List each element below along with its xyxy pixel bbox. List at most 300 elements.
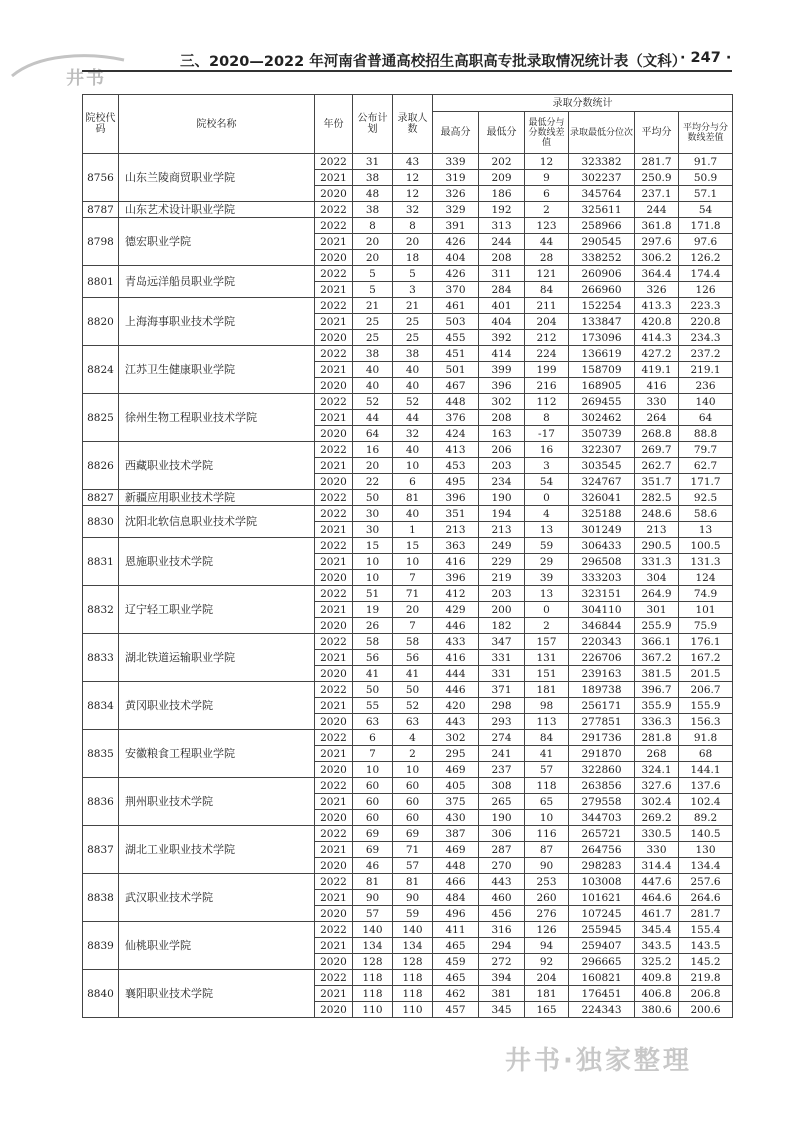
year-cell: 2022 bbox=[315, 442, 353, 458]
min-score-cell: 274 bbox=[479, 730, 525, 746]
avg-cell: 330 bbox=[635, 842, 679, 858]
col-name-header: 院校名称 bbox=[119, 95, 315, 154]
min-score-cell: 202 bbox=[479, 154, 525, 170]
diff-cell: 10 bbox=[525, 810, 569, 826]
min-score-cell: 208 bbox=[479, 250, 525, 266]
rank-cell: 290545 bbox=[569, 234, 635, 250]
admitted-cell: 10 bbox=[393, 554, 433, 570]
min-score-cell: 306 bbox=[479, 826, 525, 842]
admitted-cell: 25 bbox=[393, 314, 433, 330]
plan-cell: 55 bbox=[353, 698, 393, 714]
min-score-cell: 163 bbox=[479, 426, 525, 442]
rank-cell: 160821 bbox=[569, 970, 635, 986]
avg-cell: 367.2 bbox=[635, 650, 679, 666]
avg-diff-cell: 13 bbox=[679, 522, 733, 538]
plan-cell: 48 bbox=[353, 186, 393, 202]
rank-cell: 306433 bbox=[569, 538, 635, 554]
table-row bbox=[83, 826, 733, 842]
admitted-cell: 8 bbox=[393, 218, 433, 234]
avg-diff-cell: 79.7 bbox=[679, 442, 733, 458]
min-score-cell: 241 bbox=[479, 746, 525, 762]
year-cell: 2021 bbox=[315, 698, 353, 714]
admitted-cell: 4 bbox=[393, 730, 433, 746]
diff-cell: 16 bbox=[525, 442, 569, 458]
avg-diff-cell: 126.2 bbox=[679, 250, 733, 266]
max-score-cell: 433 bbox=[433, 634, 479, 650]
plan-cell: 25 bbox=[353, 314, 393, 330]
avg-diff-cell: 75.9 bbox=[679, 618, 733, 634]
rank-cell: 265721 bbox=[569, 826, 635, 842]
logo-text: 井书 bbox=[66, 68, 106, 89]
avg-diff-cell: 237.2 bbox=[679, 346, 733, 362]
diff-cell: 13 bbox=[525, 586, 569, 602]
max-score-cell: 455 bbox=[433, 330, 479, 346]
admitted-cell: 71 bbox=[393, 586, 433, 602]
school-name: 辽宁轻工职业学院 bbox=[119, 586, 315, 634]
diff-cell: 92 bbox=[525, 954, 569, 970]
max-score-cell: 496 bbox=[433, 906, 479, 922]
avg-cell: 355.9 bbox=[635, 698, 679, 714]
max-score-cell: 420 bbox=[433, 698, 479, 714]
plan-cell: 20 bbox=[353, 458, 393, 474]
max-score-cell: 339 bbox=[433, 154, 479, 170]
avg-cell: 314.4 bbox=[635, 858, 679, 874]
avg-cell: 406.8 bbox=[635, 986, 679, 1002]
admitted-cell: 6 bbox=[393, 474, 433, 490]
avg-cell: 343.5 bbox=[635, 938, 679, 954]
avg-diff-cell: 176.1 bbox=[679, 634, 733, 650]
table-row bbox=[83, 490, 733, 506]
avg-cell: 396.7 bbox=[635, 682, 679, 698]
year-cell: 2021 bbox=[315, 602, 353, 618]
avg-cell: 419.1 bbox=[635, 362, 679, 378]
admitted-cell: 52 bbox=[393, 394, 433, 410]
year-cell: 2020 bbox=[315, 378, 353, 394]
admitted-cell: 20 bbox=[393, 602, 433, 618]
plan-cell: 50 bbox=[353, 682, 393, 698]
min-score-cell: 311 bbox=[479, 266, 525, 282]
max-score-cell: 302 bbox=[433, 730, 479, 746]
table-row bbox=[83, 202, 733, 218]
diff-cell: 13 bbox=[525, 522, 569, 538]
max-score-cell: 457 bbox=[433, 1002, 479, 1018]
avg-diff-cell: 200.6 bbox=[679, 1002, 733, 1018]
max-score-cell: 448 bbox=[433, 858, 479, 874]
diff-cell: 41 bbox=[525, 746, 569, 762]
year-cell: 2020 bbox=[315, 474, 353, 490]
plan-cell: 10 bbox=[353, 762, 393, 778]
avg-cell: 351.7 bbox=[635, 474, 679, 490]
plan-cell: 22 bbox=[353, 474, 393, 490]
plan-cell: 60 bbox=[353, 810, 393, 826]
diff-cell: 181 bbox=[525, 682, 569, 698]
avg-diff-cell: 64 bbox=[679, 410, 733, 426]
year-cell: 2022 bbox=[315, 218, 353, 234]
rank-cell: 103008 bbox=[569, 874, 635, 890]
max-score-cell: 469 bbox=[433, 842, 479, 858]
plan-cell: 20 bbox=[353, 250, 393, 266]
year-cell: 2021 bbox=[315, 890, 353, 906]
table-row bbox=[83, 266, 733, 282]
school-code: 8834 bbox=[83, 682, 119, 730]
plan-cell: 6 bbox=[353, 730, 393, 746]
year-cell: 2021 bbox=[315, 650, 353, 666]
min-score-cell: 213 bbox=[479, 522, 525, 538]
min-score-cell: 394 bbox=[479, 970, 525, 986]
table-row bbox=[83, 394, 733, 410]
avg-diff-cell: 145.2 bbox=[679, 954, 733, 970]
diff-cell: 157 bbox=[525, 634, 569, 650]
year-cell: 2022 bbox=[315, 730, 353, 746]
plan-cell: 21 bbox=[353, 298, 393, 314]
plan-cell: 58 bbox=[353, 634, 393, 650]
max-score-cell: 466 bbox=[433, 874, 479, 890]
avg-diff-cell: 167.2 bbox=[679, 650, 733, 666]
min-score-cell: 287 bbox=[479, 842, 525, 858]
diff-cell: 28 bbox=[525, 250, 569, 266]
diff-cell: 123 bbox=[525, 218, 569, 234]
diff-cell: 9 bbox=[525, 170, 569, 186]
plan-cell: 5 bbox=[353, 266, 393, 282]
admitted-cell: 118 bbox=[393, 970, 433, 986]
year-cell: 2022 bbox=[315, 874, 353, 890]
avg-diff-cell: 131.3 bbox=[679, 554, 733, 570]
admitted-cell: 81 bbox=[393, 490, 433, 506]
admitted-cell: 44 bbox=[393, 410, 433, 426]
page-header bbox=[0, 44, 800, 89]
plan-cell: 19 bbox=[353, 602, 393, 618]
diff-cell: 59 bbox=[525, 538, 569, 554]
diff-cell: 211 bbox=[525, 298, 569, 314]
min-score-cell: 234 bbox=[479, 474, 525, 490]
rank-cell: 264756 bbox=[569, 842, 635, 858]
min-score-cell: 331 bbox=[479, 650, 525, 666]
year-cell: 2022 bbox=[315, 202, 353, 218]
min-score-cell: 182 bbox=[479, 618, 525, 634]
rank-cell: 302462 bbox=[569, 410, 635, 426]
admitted-cell: 50 bbox=[393, 682, 433, 698]
min-score-cell: 316 bbox=[479, 922, 525, 938]
plan-cell: 118 bbox=[353, 970, 393, 986]
table-row bbox=[83, 634, 733, 650]
diff-cell: 4 bbox=[525, 506, 569, 522]
avg-diff-cell: 171.8 bbox=[679, 218, 733, 234]
year-cell: 2021 bbox=[315, 746, 353, 762]
avg-cell: 409.8 bbox=[635, 970, 679, 986]
min-score-cell: 294 bbox=[479, 938, 525, 954]
avg-cell: 416 bbox=[635, 378, 679, 394]
year-cell: 2021 bbox=[315, 458, 353, 474]
admitted-cell: 110 bbox=[393, 1002, 433, 1018]
avg-cell: 213 bbox=[635, 522, 679, 538]
rank-cell: 101621 bbox=[569, 890, 635, 906]
avg-cell: 269.2 bbox=[635, 810, 679, 826]
min-score-cell: 190 bbox=[479, 810, 525, 826]
min-score-cell: 381 bbox=[479, 986, 525, 1002]
min-score-cell: 392 bbox=[479, 330, 525, 346]
max-score-cell: 484 bbox=[433, 890, 479, 906]
rank-cell: 256171 bbox=[569, 698, 635, 714]
school-code: 8787 bbox=[83, 202, 119, 218]
min-score-cell: 313 bbox=[479, 218, 525, 234]
avg-cell: 248.6 bbox=[635, 506, 679, 522]
rank-cell: 189738 bbox=[569, 682, 635, 698]
diff-cell: 204 bbox=[525, 970, 569, 986]
max-score-cell: 453 bbox=[433, 458, 479, 474]
table-row bbox=[83, 154, 733, 170]
rank-cell: 325188 bbox=[569, 506, 635, 522]
max-score-cell: 459 bbox=[433, 954, 479, 970]
avg-cell: 461.7 bbox=[635, 906, 679, 922]
admitted-cell: 71 bbox=[393, 842, 433, 858]
avg-diff-cell: 220.8 bbox=[679, 314, 733, 330]
admitted-cell: 5 bbox=[393, 266, 433, 282]
min-score-cell: 219 bbox=[479, 570, 525, 586]
diff-cell: 260 bbox=[525, 890, 569, 906]
year-cell: 2022 bbox=[315, 586, 353, 602]
max-score-cell: 451 bbox=[433, 346, 479, 362]
school-code: 8838 bbox=[83, 874, 119, 922]
min-score-cell: 298 bbox=[479, 698, 525, 714]
avg-diff-cell: 236 bbox=[679, 378, 733, 394]
plan-cell: 50 bbox=[353, 490, 393, 506]
max-score-cell: 370 bbox=[433, 282, 479, 298]
plan-cell: 16 bbox=[353, 442, 393, 458]
table-row bbox=[83, 778, 733, 794]
admission-table bbox=[82, 94, 733, 1018]
diff-cell: 94 bbox=[525, 938, 569, 954]
year-cell: 2022 bbox=[315, 682, 353, 698]
avg-diff-cell: 155.9 bbox=[679, 698, 733, 714]
admitted-cell: 40 bbox=[393, 362, 433, 378]
school-name: 湖北工业职业技术学院 bbox=[119, 826, 315, 874]
table-row bbox=[83, 874, 733, 890]
diff-cell: 276 bbox=[525, 906, 569, 922]
admitted-cell: 1 bbox=[393, 522, 433, 538]
min-score-cell: 186 bbox=[479, 186, 525, 202]
max-score-cell: 446 bbox=[433, 682, 479, 698]
plan-cell: 30 bbox=[353, 522, 393, 538]
school-name: 湖北铁道运输职业学院 bbox=[119, 634, 315, 682]
admitted-cell: 25 bbox=[393, 330, 433, 346]
min-score-cell: 265 bbox=[479, 794, 525, 810]
min-score-cell: 200 bbox=[479, 602, 525, 618]
plan-cell: 10 bbox=[353, 554, 393, 570]
plan-cell: 40 bbox=[353, 378, 393, 394]
min-score-cell: 270 bbox=[479, 858, 525, 874]
year-cell: 2022 bbox=[315, 298, 353, 314]
year-cell: 2020 bbox=[315, 762, 353, 778]
year-cell: 2020 bbox=[315, 714, 353, 730]
year-cell: 2021 bbox=[315, 522, 353, 538]
admitted-cell: 59 bbox=[393, 906, 433, 922]
avg-diff-cell: 50.9 bbox=[679, 170, 733, 186]
avg-diff-cell: 234.3 bbox=[679, 330, 733, 346]
col-avgdiff-header: 平均分与分数线差值 bbox=[679, 112, 733, 154]
plan-cell: 140 bbox=[353, 922, 393, 938]
rank-cell: 277851 bbox=[569, 714, 635, 730]
year-cell: 2022 bbox=[315, 826, 353, 842]
admitted-cell: 40 bbox=[393, 378, 433, 394]
school-name: 上海海事职业技术学院 bbox=[119, 298, 315, 346]
col-diff-header: 最低分与分数线差值 bbox=[525, 112, 569, 154]
max-score-cell: 351 bbox=[433, 506, 479, 522]
avg-cell: 324.1 bbox=[635, 762, 679, 778]
min-score-cell: 399 bbox=[479, 362, 525, 378]
max-score-cell: 430 bbox=[433, 810, 479, 826]
admitted-cell: 2 bbox=[393, 746, 433, 762]
rank-cell: 168905 bbox=[569, 378, 635, 394]
plan-cell: 52 bbox=[353, 394, 393, 410]
diff-cell: 29 bbox=[525, 554, 569, 570]
plan-cell: 46 bbox=[353, 858, 393, 874]
rank-cell: 296665 bbox=[569, 954, 635, 970]
school-code: 8798 bbox=[83, 218, 119, 266]
avg-diff-cell: 89.2 bbox=[679, 810, 733, 826]
avg-cell: 381.5 bbox=[635, 666, 679, 682]
min-score-cell: 203 bbox=[479, 458, 525, 474]
year-cell: 2021 bbox=[315, 794, 353, 810]
year-cell: 2021 bbox=[315, 986, 353, 1002]
plan-cell: 8 bbox=[353, 218, 393, 234]
avg-diff-cell: 219.1 bbox=[679, 362, 733, 378]
col-min-header: 最低分 bbox=[479, 112, 525, 154]
max-score-cell: 501 bbox=[433, 362, 479, 378]
diff-cell: 12 bbox=[525, 154, 569, 170]
avg-diff-cell: 88.8 bbox=[679, 426, 733, 442]
plan-cell: 51 bbox=[353, 586, 393, 602]
rank-cell: 344703 bbox=[569, 810, 635, 826]
year-cell: 2020 bbox=[315, 618, 353, 634]
avg-cell: 326 bbox=[635, 282, 679, 298]
rank-cell: 239163 bbox=[569, 666, 635, 682]
table-row bbox=[83, 346, 733, 362]
min-score-cell: 443 bbox=[479, 874, 525, 890]
school-name: 仙桃职业学院 bbox=[119, 922, 315, 970]
year-cell: 2020 bbox=[315, 858, 353, 874]
avg-diff-cell: 201.5 bbox=[679, 666, 733, 682]
avg-diff-cell: 54 bbox=[679, 202, 733, 218]
min-score-cell: 396 bbox=[479, 378, 525, 394]
max-score-cell: 465 bbox=[433, 938, 479, 954]
admitted-cell: 12 bbox=[393, 170, 433, 186]
diff-cell: 165 bbox=[525, 1002, 569, 1018]
avg-cell: 301 bbox=[635, 602, 679, 618]
rank-cell: 322307 bbox=[569, 442, 635, 458]
school-name: 荆州职业技术学院 bbox=[119, 778, 315, 826]
rank-cell: 338252 bbox=[569, 250, 635, 266]
admitted-cell: 38 bbox=[393, 346, 433, 362]
col-max-header: 最高分 bbox=[433, 112, 479, 154]
avg-diff-cell: 130 bbox=[679, 842, 733, 858]
max-score-cell: 469 bbox=[433, 762, 479, 778]
max-score-cell: 416 bbox=[433, 650, 479, 666]
plan-cell: 38 bbox=[353, 346, 393, 362]
year-cell: 2022 bbox=[315, 538, 353, 554]
avg-cell: 331.3 bbox=[635, 554, 679, 570]
avg-cell: 427.2 bbox=[635, 346, 679, 362]
plan-cell: 134 bbox=[353, 938, 393, 954]
max-score-cell: 396 bbox=[433, 570, 479, 586]
diff-cell: 118 bbox=[525, 778, 569, 794]
admitted-cell: 63 bbox=[393, 714, 433, 730]
table-row bbox=[83, 218, 733, 234]
max-score-cell: 412 bbox=[433, 586, 479, 602]
avg-diff-cell: 137.6 bbox=[679, 778, 733, 794]
avg-cell: 366.1 bbox=[635, 634, 679, 650]
school-name: 西藏职业技术学院 bbox=[119, 442, 315, 490]
school-name: 武汉职业技术学院 bbox=[119, 874, 315, 922]
admitted-cell: 15 bbox=[393, 538, 433, 554]
avg-diff-cell: 74.9 bbox=[679, 586, 733, 602]
score-group-header: 录取分数统计 bbox=[433, 95, 733, 112]
admitted-cell: 41 bbox=[393, 666, 433, 682]
avg-cell: 336.3 bbox=[635, 714, 679, 730]
plan-cell: 90 bbox=[353, 890, 393, 906]
school-name: 江苏卫生健康职业学院 bbox=[119, 346, 315, 394]
avg-diff-cell: 219.8 bbox=[679, 970, 733, 986]
rank-cell: 263856 bbox=[569, 778, 635, 794]
year-cell: 2022 bbox=[315, 922, 353, 938]
rank-cell: 323382 bbox=[569, 154, 635, 170]
year-cell: 2022 bbox=[315, 778, 353, 794]
school-code: 8836 bbox=[83, 778, 119, 826]
max-score-cell: 429 bbox=[433, 602, 479, 618]
avg-cell: 464.6 bbox=[635, 890, 679, 906]
table-row bbox=[83, 442, 733, 458]
plan-cell: 64 bbox=[353, 426, 393, 442]
rank-cell: 220343 bbox=[569, 634, 635, 650]
min-score-cell: 192 bbox=[479, 202, 525, 218]
school-code: 8835 bbox=[83, 730, 119, 778]
school-code: 8832 bbox=[83, 586, 119, 634]
school-name: 沈阳北软信息职业技术学院 bbox=[119, 506, 315, 538]
min-score-cell: 272 bbox=[479, 954, 525, 970]
admitted-cell: 56 bbox=[393, 650, 433, 666]
max-score-cell: 213 bbox=[433, 522, 479, 538]
year-cell: 2021 bbox=[315, 282, 353, 298]
diff-cell: 90 bbox=[525, 858, 569, 874]
rank-cell: 301249 bbox=[569, 522, 635, 538]
rank-cell: 258966 bbox=[569, 218, 635, 234]
max-score-cell: 465 bbox=[433, 970, 479, 986]
avg-diff-cell: 126 bbox=[679, 282, 733, 298]
rank-cell: 333203 bbox=[569, 570, 635, 586]
school-code: 8801 bbox=[83, 266, 119, 298]
admitted-cell: 140 bbox=[393, 922, 433, 938]
year-cell: 2022 bbox=[315, 154, 353, 170]
min-score-cell: 208 bbox=[479, 410, 525, 426]
diff-cell: 87 bbox=[525, 842, 569, 858]
table-row bbox=[83, 922, 733, 938]
rank-cell: 303545 bbox=[569, 458, 635, 474]
max-score-cell: 503 bbox=[433, 314, 479, 330]
avg-cell: 281.7 bbox=[635, 154, 679, 170]
plan-cell: 38 bbox=[353, 170, 393, 186]
avg-cell: 302.4 bbox=[635, 794, 679, 810]
year-cell: 2021 bbox=[315, 314, 353, 330]
admitted-cell: 32 bbox=[393, 426, 433, 442]
avg-cell: 264 bbox=[635, 410, 679, 426]
admitted-cell: 128 bbox=[393, 954, 433, 970]
avg-cell: 281.8 bbox=[635, 730, 679, 746]
school-name: 徐州生物工程职业技术学院 bbox=[119, 394, 315, 442]
avg-cell: 268 bbox=[635, 746, 679, 762]
rank-cell: 325611 bbox=[569, 202, 635, 218]
rank-cell: 176451 bbox=[569, 986, 635, 1002]
school-name: 黄冈职业技术学院 bbox=[119, 682, 315, 730]
diff-cell: 212 bbox=[525, 330, 569, 346]
